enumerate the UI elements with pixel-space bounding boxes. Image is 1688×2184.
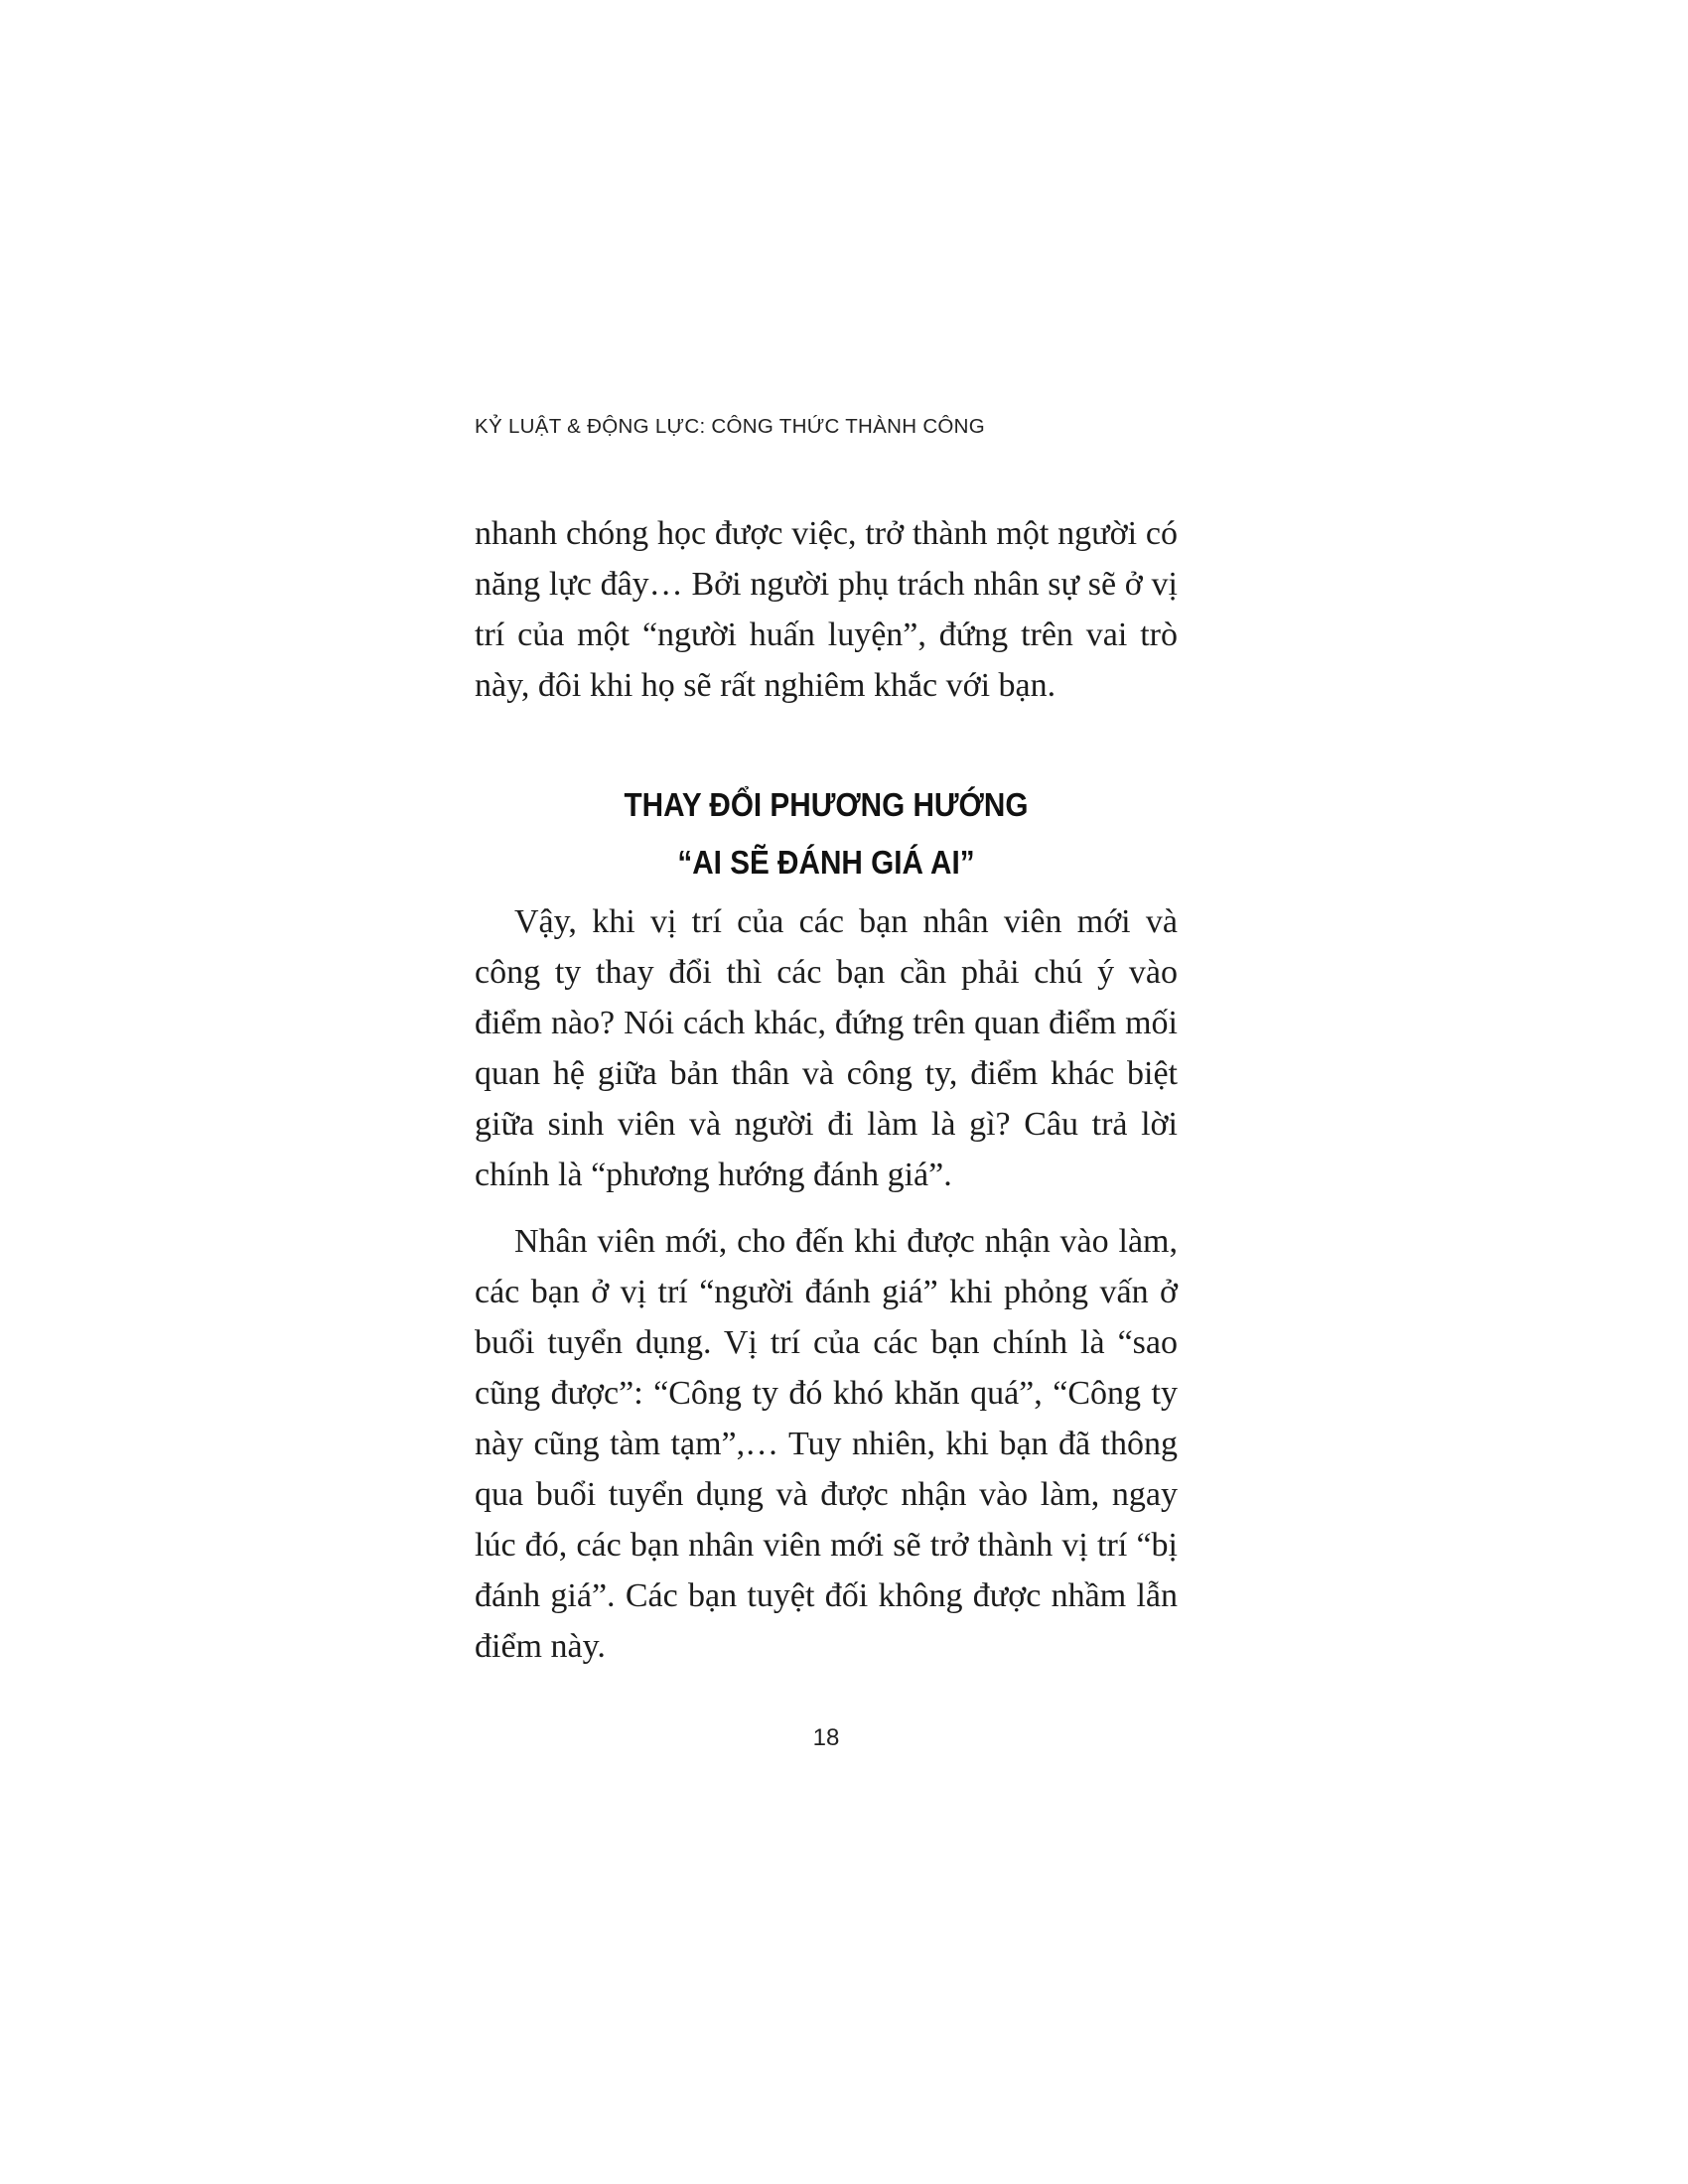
paragraph-text: Vậy, khi vị trí của các bạn nhân viên mới và công ty thay đổi thì các bạn cần phải chú ý vào điểm nào? Nói cách khác, đứng trên quan điểm mối quan hệ giữa bản thân và công ty, điểm khác biệt giữa sinh viên và người đi làm là gì? Câu trả lời chính là “phương hướng đánh giá”. [475,903,1178,1193]
paragraph-text: nhanh chóng học được việc, trở thành một người có năng lực đây… Bởi người phụ trách nhân sự sẽ ở vị trí của một “người huấn luyện”, đứng trên vai trò này, đôi khi họ sẽ rất nghiêm khắc với bạn. [475,515,1178,704]
paragraph-text: Nhân viên mới, cho đến khi được nhận vào làm, các bạn ở vị trí “người đánh giá” khi phỏng vấn ở buổi tuyển dụng. Vị trí của các bạn chính là “sao cũng được”: “Công ty đó khó khăn quá”, “Công ty này cũng tàm tạm”,… Tuy nhiên, khi bạn đã thông qua buổi tuyển dụng và được nhận vào làm, ngay lúc đó, các bạn nhân viên mới sẽ trở thành vị trí “bị đánh giá”. Các bạn tuyệt đối không được nhầm lẫn điểm này. [475,1223,1178,1665]
section-heading-line-2: “AI SẼ ĐÁNH GIÁ AI” [677,844,975,881]
section-heading [509,776,1142,891]
body-paragraph [475,896,1178,1200]
running-header: KỶ LUẬT & ĐỘNG LỰC: CÔNG THỨC THÀNH CÔNG [475,415,986,438]
body-paragraph-continued [475,508,1178,711]
section-heading-line-1: THAY ĐỔI PHƯƠNG HƯỚNG [624,786,1029,823]
body-paragraph [475,1216,1178,1672]
page-number: 18 [812,1724,840,1751]
